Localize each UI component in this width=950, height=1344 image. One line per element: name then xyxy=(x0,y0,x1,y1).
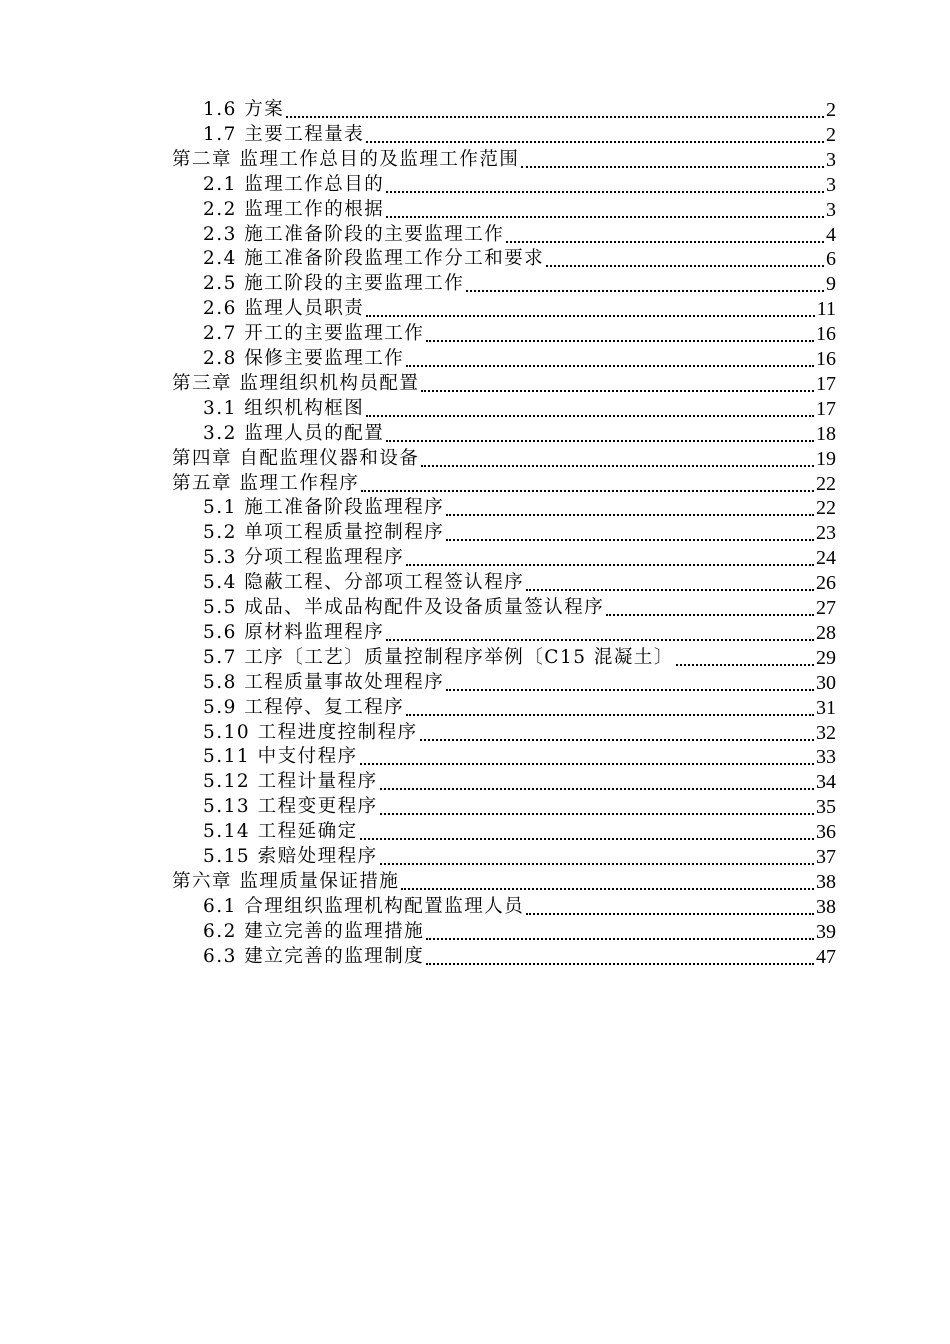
toc-section-title: 3.1 组织机构框图 xyxy=(203,398,365,419)
toc-dot-leader xyxy=(384,199,826,221)
toc-section-title: 2.8 保修主要监理工作 xyxy=(203,348,405,369)
toc-dot-leader xyxy=(404,547,816,569)
toc-entry[interactable] xyxy=(203,569,836,594)
toc-page-number: 36 xyxy=(816,821,836,843)
toc-section-title: 5.2 单项工程质量控制程序 xyxy=(203,522,445,543)
toc-section-title: 5.5 成品、半成品构配件及设备质量签认程序 xyxy=(203,597,605,618)
toc-page-number: 18 xyxy=(816,423,836,445)
toc-entry[interactable] xyxy=(172,370,836,395)
toc-entry[interactable] xyxy=(203,619,836,644)
toc-dot-leader xyxy=(384,622,816,644)
toc-page-number: 9 xyxy=(826,273,836,295)
toc-dot-leader xyxy=(524,572,816,594)
toc-entry[interactable] xyxy=(203,719,836,744)
toc-entry[interactable] xyxy=(203,793,836,818)
toc-dot-leader xyxy=(378,771,816,793)
toc-page-number: 3 xyxy=(826,174,836,196)
toc-page-number: 22 xyxy=(816,473,836,495)
toc-section-title: 5.13 工程变更程序 xyxy=(203,796,378,817)
toc-entry[interactable] xyxy=(203,918,836,943)
toc-page-number: 35 xyxy=(816,796,836,818)
toc-dot-leader xyxy=(404,348,816,370)
toc-section-title: 2.5 施工阶段的主要监理工作 xyxy=(203,273,465,294)
toc-section-title: 2.2 监理工作的根据 xyxy=(203,199,385,220)
toc-dot-leader xyxy=(358,746,816,768)
toc-entry[interactable] xyxy=(172,470,836,495)
toc-page-number: 3 xyxy=(826,199,836,221)
toc-chapter-title: 第三章 监理组织机构员配置 xyxy=(172,373,420,394)
toc-dot-leader xyxy=(364,398,816,420)
toc-entry[interactable] xyxy=(203,395,836,420)
toc-dot-leader xyxy=(444,672,816,694)
toc-section-title: 5.3 分项工程监理程序 xyxy=(203,547,405,568)
toc-dot-leader xyxy=(424,323,816,345)
toc-dot-leader xyxy=(424,946,816,968)
toc-entry[interactable] xyxy=(203,669,836,694)
toc-page-number: 33 xyxy=(816,746,836,768)
toc-chapter-title: 第五章 监理工作程序 xyxy=(172,473,360,494)
toc-section-title: 5.7 工序〔工艺〕质量控制程序举例〔C15 混凝土〕 xyxy=(203,647,674,668)
toc-page-number: 29 xyxy=(816,647,836,669)
toc-entry[interactable] xyxy=(203,420,836,445)
toc-entry[interactable] xyxy=(203,96,836,121)
toc-chapter-title: 第二章 监理工作总目的及监理工作范围 xyxy=(172,149,520,170)
toc-section-title: 5.12 工程计量程序 xyxy=(203,771,378,792)
toc-entry[interactable] xyxy=(172,445,836,470)
toc-section-title: 2.6 监理人员职责 xyxy=(203,298,365,319)
toc-page-number: 34 xyxy=(816,771,836,793)
toc-dot-leader xyxy=(424,921,816,943)
toc-entry[interactable] xyxy=(203,245,836,270)
toc-entry[interactable] xyxy=(203,494,836,519)
toc-dot-leader xyxy=(524,896,816,918)
toc-dot-leader xyxy=(418,722,816,744)
toc-section-title: 6.2 建立完善的监理措施 xyxy=(203,921,425,942)
toc-page-number: 11 xyxy=(816,298,836,320)
toc-dot-leader xyxy=(384,423,816,445)
toc-page-number: 19 xyxy=(816,448,836,470)
toc-entry[interactable] xyxy=(203,221,836,246)
toc-entry[interactable] xyxy=(203,768,836,793)
toc-page-number: 26 xyxy=(816,572,836,594)
toc-section-title: 2.4 施工准备阶段监理工作分工和要求 xyxy=(203,248,545,269)
toc-section-title: 5.9 工程停、复工程序 xyxy=(203,697,405,718)
toc-page-number: 30 xyxy=(816,672,836,694)
toc-entry[interactable] xyxy=(203,544,836,569)
toc-section-title: 5.14 工程延确定 xyxy=(203,821,358,842)
toc-dot-leader xyxy=(444,497,816,519)
toc-section-title: 6.1 合理组织监理机构配置监理人员 xyxy=(203,896,525,917)
toc-dot-leader xyxy=(504,224,826,246)
toc-dot-leader xyxy=(378,796,816,818)
toc-dot-leader xyxy=(358,821,816,843)
toc-page-number: 16 xyxy=(816,323,836,345)
toc-page-number: 23 xyxy=(816,522,836,544)
toc-page-number: 28 xyxy=(816,622,836,644)
toc-page-number: 47 xyxy=(816,946,836,968)
toc-entry[interactable] xyxy=(203,943,836,968)
toc-section-title: 5.6 原材料监理程序 xyxy=(203,622,385,643)
toc-entry[interactable] xyxy=(203,818,836,843)
toc-entry[interactable] xyxy=(203,644,836,669)
toc-page-number: 2 xyxy=(826,99,836,121)
toc-entry[interactable] xyxy=(172,146,836,171)
toc-chapter-title: 第六章 监理质量保证措施 xyxy=(172,871,400,892)
toc-page-number: 17 xyxy=(816,398,836,420)
toc-entry[interactable] xyxy=(203,843,836,868)
toc-section-title: 5.8 工程质量事故处理程序 xyxy=(203,672,445,693)
toc-dot-leader xyxy=(378,846,816,868)
toc-dot-leader xyxy=(284,99,826,121)
toc-entry[interactable] xyxy=(203,270,836,295)
toc-dot-leader xyxy=(419,373,816,395)
toc-entry[interactable] xyxy=(203,295,836,320)
toc-dot-leader xyxy=(519,149,826,171)
toc-page-number: 32 xyxy=(816,722,836,744)
toc-entry[interactable] xyxy=(203,594,836,619)
toc-entry[interactable] xyxy=(172,868,836,893)
toc-page-number: 38 xyxy=(816,871,836,893)
toc-entry[interactable] xyxy=(203,743,836,768)
toc-section-title: 5.11 中支付程序 xyxy=(203,746,358,767)
toc-section-title: 2.3 施工准备阶段的主要监理工作 xyxy=(203,224,505,245)
toc-page-number: 27 xyxy=(816,597,836,619)
toc-page-number: 39 xyxy=(816,921,836,943)
toc-page-number: 4 xyxy=(826,224,836,246)
toc-dot-leader xyxy=(604,597,816,619)
toc-dot-leader xyxy=(419,448,816,470)
toc-page-number: 24 xyxy=(816,547,836,569)
toc-section-title: 5.15 索赔处理程序 xyxy=(203,846,378,867)
toc-dot-leader xyxy=(674,647,816,669)
toc-dot-leader xyxy=(364,298,816,320)
toc-section-title: 6.3 建立完善的监理制度 xyxy=(203,946,425,967)
toc-dot-leader xyxy=(364,124,826,146)
toc-section-title: 2.1 监理工作总目的 xyxy=(203,174,385,195)
toc-entry[interactable] xyxy=(203,519,836,544)
toc-section-title: 1.7 主要工程量表 xyxy=(203,124,365,145)
toc-section-title: 1.6 方案 xyxy=(203,99,285,120)
toc-section-title: 3.2 监理人员的配置 xyxy=(203,423,385,444)
toc-dot-leader xyxy=(444,522,816,544)
toc-entry[interactable] xyxy=(203,893,836,918)
toc-entry[interactable] xyxy=(203,121,836,146)
toc-entry[interactable] xyxy=(203,320,836,345)
toc-dot-leader xyxy=(359,473,816,495)
toc-entry[interactable] xyxy=(203,196,836,221)
toc-section-title: 5.4 隐蔽工程、分部项工程签认程序 xyxy=(203,572,525,593)
toc-dot-leader xyxy=(384,174,826,196)
toc-page-number: 38 xyxy=(816,896,836,918)
toc-section-title: 5.10 工程进度控制程序 xyxy=(203,722,418,743)
toc-dot-leader xyxy=(544,248,826,270)
toc-dot-leader xyxy=(399,871,816,893)
toc-page-number: 22 xyxy=(816,497,836,519)
toc-page-number: 6 xyxy=(826,248,836,270)
toc-page-number: 37 xyxy=(816,846,836,868)
toc-page-number: 31 xyxy=(816,697,836,719)
toc-page-number: 16 xyxy=(816,348,836,370)
toc-dot-leader xyxy=(404,697,816,719)
toc-page-number: 3 xyxy=(826,149,836,171)
toc-entry[interactable] xyxy=(203,345,836,370)
toc-chapter-title: 第四章 自配监理仪器和设备 xyxy=(172,448,420,469)
toc-page-number: 17 xyxy=(816,373,836,395)
toc-entry[interactable] xyxy=(203,694,836,719)
toc-entry[interactable] xyxy=(203,171,836,196)
toc-section-title: 2.7 开工的主要监理工作 xyxy=(203,323,425,344)
toc-page-number: 2 xyxy=(826,124,836,146)
toc-section-title: 5.1 施工准备阶段监理程序 xyxy=(203,497,445,518)
toc-dot-leader xyxy=(464,273,826,295)
